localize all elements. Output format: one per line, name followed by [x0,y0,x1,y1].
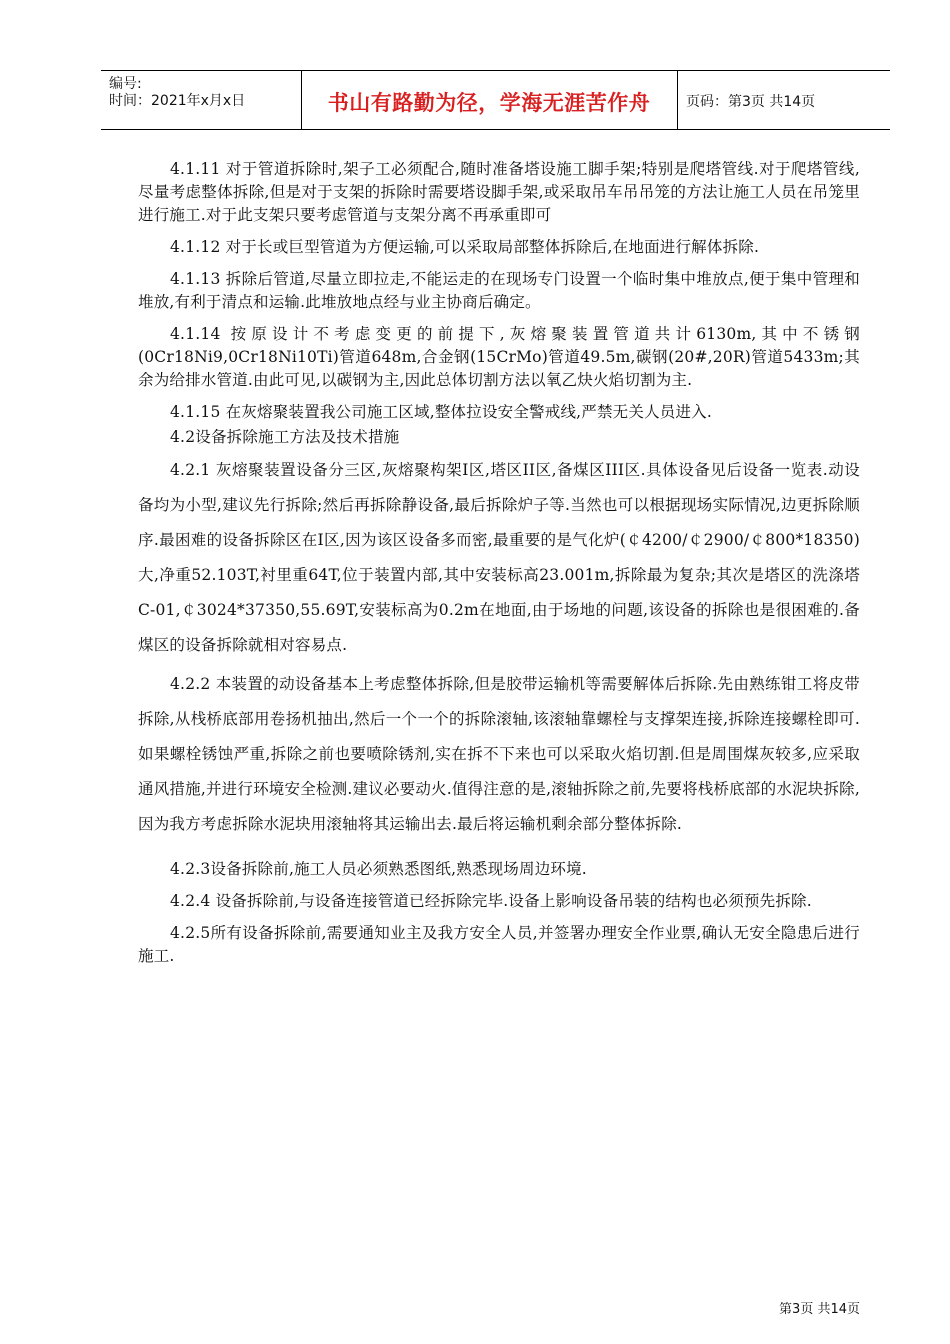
header-motto-cell [301,71,678,129]
paragraph-4-2-4: 4.2.4 设备拆除前,与设备连接管道已经拆除完毕.设备上影响设备吊装的结构也必须预先拆除. [170,892,812,910]
paragraph-4-1-11: 4.1.11 对于管道拆除时,架子工必须配合,随时准备塔设施工脚手架;特别是爬塔管线.对于爬塔管线,尽量考虑整体拆除,但是对于支架的拆除时需要塔设脚手架,或采取吊车吊吊笼的方法让施工人员在吊笼里进行施工.对于此支架只要考虑管道与支架分离不再承重即可 [138,160,860,224]
page-footer: 第3页 共14页 [779,1302,860,1317]
time-label: 时间：2021年x月x日 [109,93,246,109]
document-body [138,158,860,968]
header-motto: 书山有路勤为径，学海无涯苦作舟 [327,91,651,115]
header-page-cell [678,71,890,129]
header-meta-cell [101,71,302,129]
paragraph-4-1-12: 4.1.12 对于长或巨型管道为方便运输,可以采取局部整体拆除后,在地面进行解体拆除. [170,238,760,256]
paragraph-4-1-14: 4.1.14 按原设计不考虑变更的前提下,灰熔聚装置管道共计6130m,其中不锈钢(0Cr18Ni9,0Cr18Ni10Ti)管道648m,合金钢(15CrMo)管道49.5m,碳钢(20#,20R)管道5433m;其余为给排水管道.由此可见,以碳钢为主,因此总体切割方法以氧乙炔火焰切割为主. [138,325,860,389]
paragraph-4-2-1: 4.2.1 灰熔聚装置设备分三区,灰熔聚构架I区,塔区II区,备煤区III区.具体设备见后设备一览表.动设备均为小型,建议先行拆除;然后再拆除静设备,最后拆除炉子等.当然也可以根据现场实际情况,边更拆除顺序.最困难的设备拆除区在I区,因为该区设备多而密,最重要的是气化炉(￠4200/￠2900/￠800*18350)大,净重52.103T,衬里重64T,位于装置内部,其中安装标高23.001m,拆除最为复杂;其次是塔区的洗涤塔C-01,￠3024*37350,55.69T,安装标高为0.2m在地面,由于场地的问题,该设备的拆除也是很困难的.备煤区的设备拆除就相对容易点. [138,461,860,654]
number-label: 编号: [109,76,142,92]
paragraph-4-1-13: 4.1.13 拆除后管道,尽量立即拉走,不能运走的在现场专门设置一个临时集中堆放点,便于集中管理和堆放,有利于清点和运输.此堆放地点经与业主协商后确定。 [138,270,860,311]
paragraph-4-1-15: 4.1.15 在灰熔聚装置我公司施工区域,整体拉设安全警戒线,严禁无关人员进入. [170,403,713,421]
page-header [101,70,890,130]
section-heading-4-2: 4.2设备拆除施工方法及技术措施 [170,428,400,446]
paragraph-4-2-3: 4.2.3设备拆除前,施工人员必须熟悉图纸,熟悉现场周边环境. [170,860,587,878]
paragraph-4-2-2: 4.2.2 本装置的动设备基本上考虑整体拆除,但是胶带运输机等需要解体后拆除.先由熟练钳工将皮带拆除,从栈桥底部用卷扬机抽出,然后一个一个的拆除滚轴,该滚轴靠螺栓与支撑架连接,拆除连接螺栓即可.如果螺栓锈蚀严重,拆除之前也要喷除锈剂,实在拆不下来也可以采取火焰切割.但是周围煤灰较多,应采取通风措施,并进行环境安全检测.建议必要动火.值得注意的是,滚轴拆除之前,先要将栈桥底部的水泥块拆除,因为我方考虑拆除水泥块用滚轴将其运输出去.最后将运输机剩余部分整体拆除. [138,675,860,833]
paragraph-4-2-5: 4.2.5所有设备拆除前,需要通知业主及我方安全人员,并签署办理安全作业票,确认无安全隐患后进行施工. [138,924,860,965]
header-page-info: 页码：第3页 共14页 [686,94,816,110]
